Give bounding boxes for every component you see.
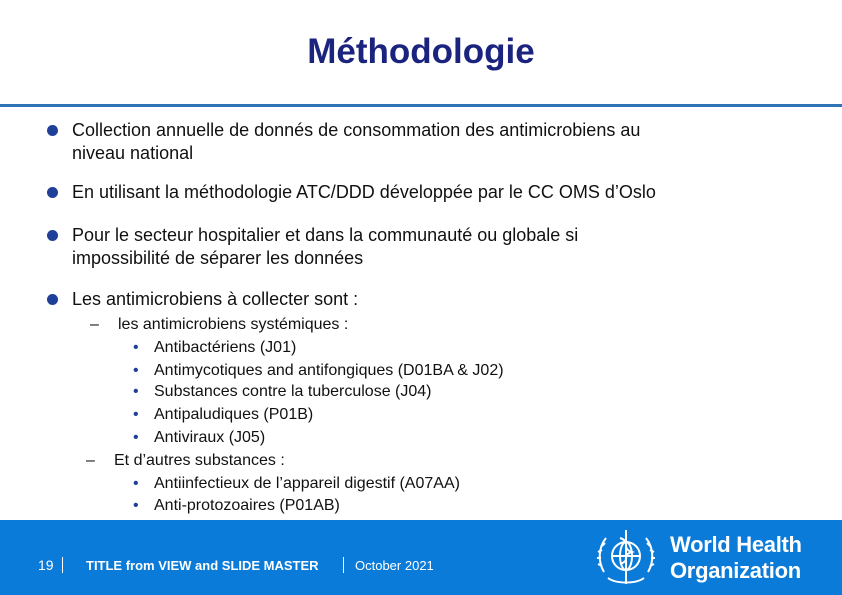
org-name-line1: World Health: [670, 532, 802, 557]
list-item: [133, 494, 340, 517]
sublist-label: Et d’autres substances :: [114, 452, 285, 469]
list-item: [133, 403, 314, 426]
sublist-group-systemic: [90, 313, 349, 336]
list-item-text: Antiviraux (J05): [154, 429, 266, 446]
bullet-marker: •: [133, 475, 139, 492]
list-item: [133, 380, 432, 403]
page-number: 19: [38, 557, 54, 573]
list-item: [133, 472, 460, 495]
footer-separator: [343, 557, 344, 573]
sublist-label: les antimicrobiens systémiques :: [118, 316, 349, 333]
list-item: [133, 359, 504, 382]
bullet-dot-icon: [47, 187, 58, 198]
bullet-marker: •: [133, 406, 139, 423]
bullet-methodology: [72, 181, 812, 204]
footer-title: TITLE from VIEW and SLIDE MASTER: [86, 558, 319, 573]
list-item-text: Substances contre la tuberculose (J04): [154, 383, 432, 400]
bullet-dot-icon: [47, 294, 58, 305]
list-item: [133, 336, 297, 359]
slide-title: Méthodologie: [307, 32, 535, 71]
dash-marker: –: [86, 452, 95, 469]
bullet-text: niveau national: [72, 143, 194, 163]
list-item-text: Antiinfectieux de l’appareil digestif (A07AA): [154, 475, 460, 492]
bullet-text: impossibilité de séparer les données: [72, 248, 364, 268]
bullet-text: Pour le secteur hospitalier et dans la communauté ou globale si: [72, 225, 579, 245]
list-item: [133, 426, 266, 449]
bullet-marker: •: [133, 362, 139, 379]
bullet-text: Les antimicrobiens à collecter sont :: [72, 289, 359, 309]
list-item-text: Antibactériens (J01): [154, 339, 297, 356]
list-item-text: Antipaludiques (P01B): [154, 406, 314, 423]
bullet-dot-icon: [47, 230, 58, 241]
slide-footer: [0, 520, 842, 595]
bullet-marker: •: [133, 497, 139, 514]
org-name-line2: Organization: [670, 558, 801, 583]
dash-marker: –: [90, 316, 99, 333]
bullet-dot-icon: [47, 125, 58, 136]
footer-separator: [62, 557, 63, 573]
bullet-antimicrobials: [72, 288, 812, 311]
bullet-marker: •: [133, 383, 139, 400]
bullet-text: En utilisant la méthodologie ATC/DDD développée par le CC OMS d’Oslo: [72, 182, 656, 202]
footer-date: October 2021: [355, 558, 434, 573]
list-item-text: Anti-protozoaires (P01AB): [154, 497, 340, 514]
bullet-text: Collection annuelle de donnés de consommation des antimicrobiens au: [72, 120, 641, 140]
who-wordmark: [670, 532, 802, 584]
bullet-collection: [72, 119, 812, 165]
bullet-marker: •: [133, 429, 139, 446]
bullet-marker: •: [133, 339, 139, 356]
sublist-group-other: [86, 449, 285, 472]
who-emblem-icon: [590, 526, 662, 590]
list-item-text: Antimycotiques and antifongiques (D01BA & J02): [154, 362, 504, 379]
bullet-sector: [72, 224, 812, 270]
